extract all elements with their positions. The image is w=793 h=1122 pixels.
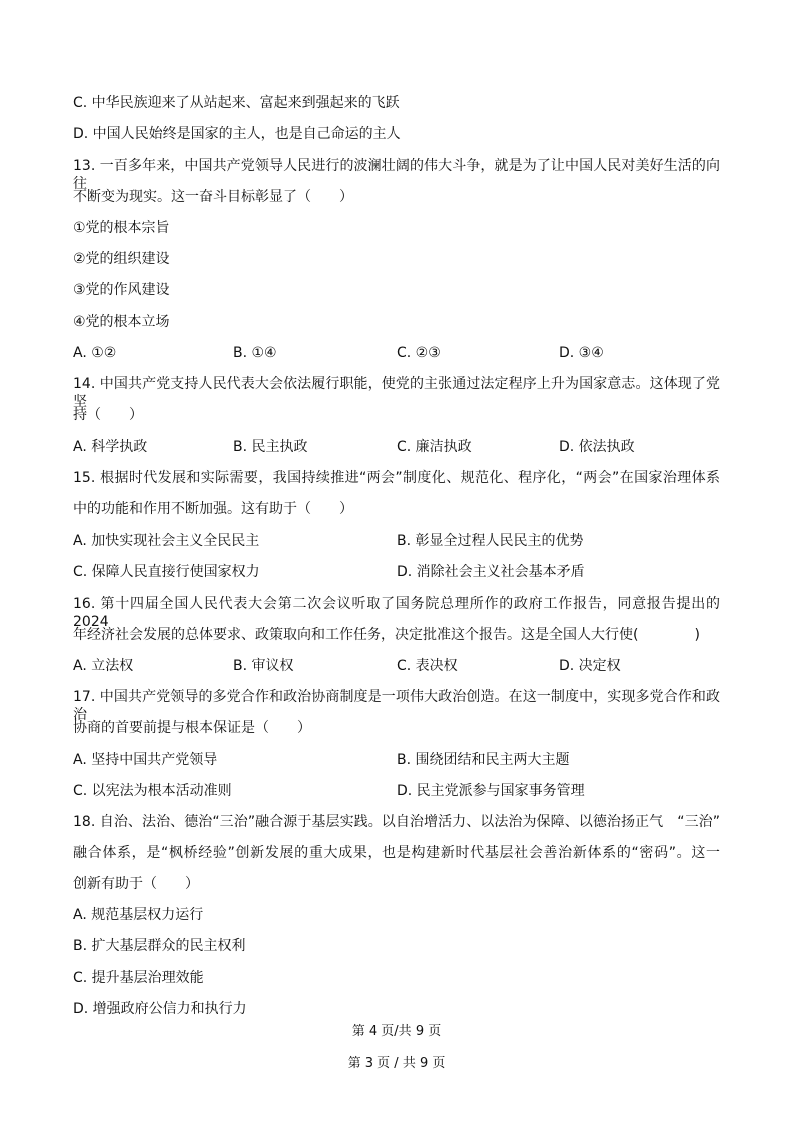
q16-option-d: D. 决定权 — [559, 658, 621, 674]
q14-option-c: C. 廉洁执政 — [397, 439, 472, 455]
q18-option-b: B. 扩大基层群众的民主权利 — [73, 938, 246, 954]
q13-item: ②党的组织建设 — [73, 251, 170, 267]
q13-option-c: C. ②③ — [397, 345, 441, 361]
q18-option-a: A. 规范基层权力运行 — [73, 907, 204, 923]
q13-stem-line: 13. 一百多年来，中国共产党领导人民进行的波澜壮阔的伟大斗争，就是为了让中国人民对美好生活的向往 — [73, 158, 720, 192]
q17-option-a: A. 坚持中国共产党领导 — [73, 752, 218, 768]
q15-option-d: D. 消除社会主义社会基本矛盾 — [397, 564, 585, 580]
q16-option-c: C. 表决权 — [397, 658, 458, 674]
q16-stem-line: 16. 第十四届全国人民代表大会第二次会议听取了国务院总理所作的政府工作报告，同意报告提出的 2024 — [73, 596, 720, 630]
q14-stem-line: 持（ ） — [73, 407, 143, 423]
q15-stem-line: 15. 根据时代发展和实际需要，我国持续推进“两会”制度化、规范化、程序化，“两会”在国家治理体系 — [73, 470, 720, 486]
q17-option-c: C. 以宪法为根本活动准则 — [73, 783, 232, 799]
q17-option-b: B. 围绕团结和民主两大主题 — [397, 752, 570, 768]
q13-stem-line: 不断变为现实。这一奋斗目标彰显了（ ） — [73, 189, 353, 205]
q14-option-a: A. 科学执政 — [73, 439, 148, 455]
q18-stem-line: 创新有助于（ ） — [73, 876, 199, 892]
q14-option-d: D. 依法执政 — [559, 439, 635, 455]
q13-option-d: D. ③④ — [559, 345, 604, 361]
q15-option-b: B. 彰显全过程人民民主的优势 — [397, 533, 584, 549]
q15-stem-line: 中的功能和作用不断加强。这有助于（ ） — [73, 501, 353, 517]
q15-option-c: C. 保障人民直接行使国家权力 — [73, 564, 260, 580]
q13-item: ①党的根本宗旨 — [73, 220, 170, 236]
q13-item: ④党的根本立场 — [73, 314, 170, 330]
outer-page-number: 第 3 页 / 共 9 页 — [347, 1056, 446, 1071]
q18-stem-line: 18. 自治、法治、德治“三治”融合源于基层实践。以自治增活力、以法治为保障、以德治扬正气 “三治” — [73, 814, 720, 830]
q17-option-d: D. 民主党派参与国家事务管理 — [397, 783, 585, 799]
q13-item: ③党的作风建设 — [73, 282, 170, 298]
q13-option-a: A. ①② — [73, 345, 117, 361]
q16-option-a: A. 立法权 — [73, 658, 134, 674]
q17-stem-line: 17. 中国共产党领导的多党合作和政治协商制度是一项伟大政治创造。在这一制度中，实现多党合作和政治 — [73, 689, 720, 723]
q12-option-c: C. 中华民族迎来了从站起来、富起来到强起来的飞跃 — [73, 95, 400, 111]
q16-option-b: B. 审议权 — [233, 658, 294, 674]
q18-option-c: C. 提升基层治理效能 — [73, 970, 204, 986]
q14-option-b: B. 民主执政 — [233, 439, 308, 455]
q13-option-b: B. ①④ — [233, 345, 277, 361]
q18-option-d: D. 增强政府公信力和执行力 — [73, 1001, 247, 1017]
q12-option-d: D. 中国人民始终是国家的主人，也是自己命运的主人 — [73, 126, 401, 142]
q17-stem-line: 协商的首要前提与根本保证是（ ） — [73, 720, 311, 736]
q18-stem-line: 融合体系，是“枫桥经验”创新发展的重大成果，也是构建新时代基层社会善治新体系的“密码”。这一 — [73, 845, 720, 861]
q16-stem-line: 年经济社会发展的总体要求、政策取向和工作任务，决定批准这个报告。这是全国人大行使( ) — [73, 627, 700, 643]
q15-option-a: A. 加快实现社会主义全民民主 — [73, 533, 260, 549]
inner-page-number: 第 4 页/共 9 页 — [351, 1024, 442, 1039]
q14-stem-line: 14. 中国共产党支持人民代表大会依法履行职能，使党的主张通过法定程序上升为国家意志。这体现了党坚 — [73, 376, 720, 410]
